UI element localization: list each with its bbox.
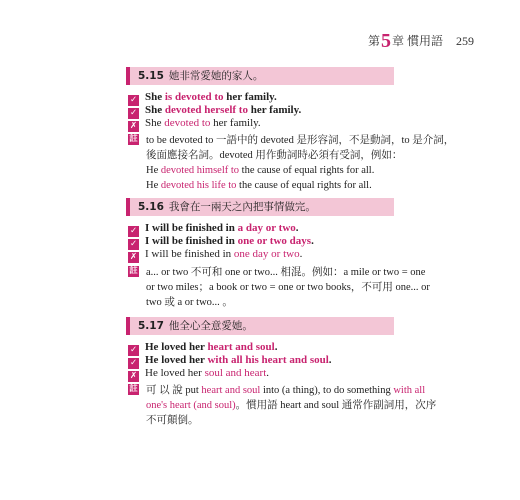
note-block: [128, 265, 430, 310]
cross-icon: ✗: [129, 121, 138, 131]
note-line: 後面應接名詞。devoted 用作動詞時必須有受詞，例如：: [146, 150, 403, 161]
note-icon: 註: [129, 266, 138, 276]
check-icon: ✓: [129, 95, 138, 105]
correct-sentence: ✓ She devoted herself to her family.: [129, 104, 302, 118]
note-block: [128, 383, 437, 428]
wrong-sentence: ✗ I will be finished in one day or two.: [129, 248, 303, 262]
section-title: 他全心全意愛她。: [168, 320, 253, 332]
section-header-5-16: [126, 198, 394, 216]
section-header-5-17: [126, 317, 394, 335]
note-line: a... or two 不可和 one or two... 相混。例如：a mile or two = one: [146, 267, 426, 278]
cross-icon: ✗: [129, 252, 138, 262]
correct-sentence: ✓ He loved her heart and soul.: [129, 341, 278, 355]
cross-icon: ✗: [129, 371, 138, 381]
chapter-prefix: 第: [367, 34, 380, 48]
note-icon: 註: [129, 134, 138, 144]
check-icon: ✓: [129, 226, 138, 236]
note-example: He devoted his life to the cause of equal rights for all.: [146, 180, 372, 191]
wrong-sentence: ✗ She devoted to her family.: [129, 117, 261, 131]
correct-sentence: ✓ I will be finished in a day or two.: [129, 222, 299, 236]
section-number: 5.17: [138, 320, 164, 332]
section-header-5-15: [126, 67, 394, 85]
page-header: [368, 30, 474, 53]
check-icon: ✓: [129, 358, 138, 368]
check-icon: ✓: [129, 239, 138, 249]
chapter-number: 5: [380, 30, 391, 52]
section-title: 她非常愛她的家人。: [168, 70, 264, 82]
section-number: 5.16: [138, 201, 164, 213]
page-number: 259: [456, 34, 474, 48]
section-title: 我會在一兩天之內把事情做完。: [168, 201, 316, 213]
check-icon: ✓: [129, 108, 138, 118]
section-number: 5.15: [138, 70, 164, 82]
note-example: He devoted himself to the cause of equal rights for all.: [146, 165, 375, 176]
note-icon: 註: [129, 384, 138, 394]
note-line: two 或 a or two... 。: [146, 297, 233, 308]
correct-sentence: ✓ I will be finished in one or two days.: [129, 235, 314, 249]
note-block: [128, 133, 455, 193]
correct-sentence: ✓ She is devoted to her family.: [129, 91, 277, 105]
chapter-title: 慣用語: [406, 34, 443, 48]
chapter-suffix: 章: [391, 34, 404, 48]
check-icon: ✓: [129, 345, 138, 355]
note-line: one's heart (and soul)。慣用語 heart and soul 通常作副詞用，次序: [146, 400, 437, 411]
note-line: 可 以 說 put heart and soul into (a thing), to do something with all: [146, 385, 426, 396]
note-line: to be devoted to 一語中的 devoted 是形容詞，不是動詞，to 是介詞，: [146, 135, 455, 146]
note-line: 不可顛倒。: [146, 415, 199, 426]
wrong-sentence: ✗ He loved her soul and heart.: [129, 367, 270, 381]
correct-sentence: ✓ He loved her with all his heart and soul.: [129, 354, 332, 368]
note-line: or two miles；a book or two = one or two books，不可用 one... or: [146, 282, 430, 293]
